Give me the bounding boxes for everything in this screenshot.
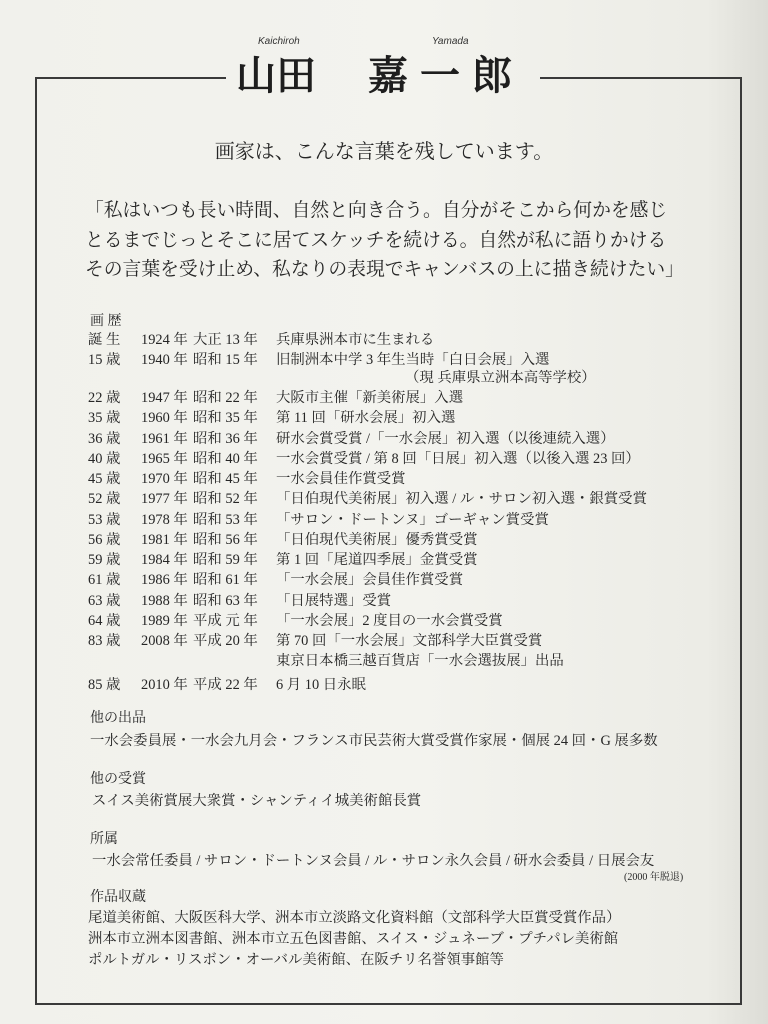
history-row xyxy=(0,409,768,427)
history-age: 36 歳 xyxy=(88,431,121,447)
history-event: 旧制洲本中学 3 年生当時「白日会展」入選 xyxy=(276,352,550,368)
history-year: 1940 年 xyxy=(141,352,188,368)
history-row xyxy=(0,470,768,488)
history-row xyxy=(0,551,768,569)
awards-text: スイス美術賞展大衆賞・シャンティイ城美術館長賞 xyxy=(92,793,422,809)
history-era: 昭和 35 年 xyxy=(193,410,258,426)
history-year: 1986 年 xyxy=(141,572,188,588)
history-age: 45 歳 xyxy=(88,471,121,487)
history-row xyxy=(0,430,768,448)
affiliations-heading: 所属 xyxy=(90,832,118,847)
history-age: 35 歳 xyxy=(88,410,121,426)
history-age: 15 歳 xyxy=(88,352,121,368)
romaji-left: Kaichiroh xyxy=(258,36,300,47)
history-era: 大正 13 年 xyxy=(193,332,258,348)
history-era: 平成 20 年 xyxy=(193,633,258,649)
history-year: 1947 年 xyxy=(141,390,188,406)
history-year: 1984 年 xyxy=(141,552,188,568)
history-year: 1988 年 xyxy=(141,593,188,609)
history-event: 第 11 回「研水会展」初入選 xyxy=(276,410,456,426)
history-age: 61 歳 xyxy=(88,572,121,588)
history-year: 2010 年 xyxy=(141,677,188,693)
history-age: 53 歳 xyxy=(88,512,121,528)
history-year: 1978 年 xyxy=(141,512,188,528)
history-year: 1981 年 xyxy=(141,532,188,548)
history-era: 昭和 45 年 xyxy=(193,471,258,487)
history-era: 昭和 52 年 xyxy=(193,491,258,507)
history-row xyxy=(0,511,768,529)
history-row xyxy=(0,450,768,468)
history-row xyxy=(0,531,768,549)
history-year: 1965 年 xyxy=(141,451,188,467)
romaji-right: Yamada xyxy=(432,36,469,47)
history-age: 56 歳 xyxy=(88,532,121,548)
history-age: 52 歳 xyxy=(88,491,121,507)
history-event: 「日展特選」受賞 xyxy=(276,593,392,609)
history-row xyxy=(0,389,768,407)
history-age: 40 歳 xyxy=(88,451,121,467)
history-event: 第 70 回「一水会展」文部科学大臣賞受賞 xyxy=(276,633,543,649)
history-event: 「一水会展」2 度目の一水会賞受賞 xyxy=(276,613,503,629)
frame-top-right-line xyxy=(540,77,741,79)
history-year: 1977 年 xyxy=(141,491,188,507)
history-era: 昭和 59 年 xyxy=(193,552,258,568)
history-row xyxy=(0,351,768,369)
history-year: 1924 年 xyxy=(141,332,188,348)
history-year: 1961 年 xyxy=(141,431,188,447)
history-era: 昭和 36 年 xyxy=(193,431,258,447)
collections-line: 洲本市立洲本図書館、洲本市立五色図書館、スイス・ジュネーブ・プチパレ美術館 xyxy=(88,931,619,947)
title-family-name: 山田 xyxy=(236,53,316,98)
history-age: 64 歳 xyxy=(88,613,121,629)
history-era: 平成 元 年 xyxy=(193,613,258,629)
affiliations-text: 一水会常任委員 / サロン・ドートンヌ会員 / ル・サロン永久会員 / 研水会委員 / 日展会友 xyxy=(92,853,655,869)
history-era: 昭和 63 年 xyxy=(193,593,258,609)
history-row xyxy=(0,490,768,508)
history-era: 昭和 22 年 xyxy=(193,390,258,406)
history-age: 63 歳 xyxy=(88,593,121,609)
affiliations-note: (2000 年脱退) xyxy=(624,872,684,883)
awards-heading: 他の受賞 xyxy=(90,772,146,787)
collections-line: ポルトガル・リスボン・オーバル美術館、在阪チリ名誉領事館等 xyxy=(88,952,504,968)
history-row xyxy=(0,632,768,650)
history-row-note xyxy=(0,369,768,387)
frame-bottom-line xyxy=(35,1003,742,1005)
history-era: 平成 22 年 xyxy=(193,677,258,693)
history-event: 一水会員佳作賞受賞 xyxy=(276,471,406,487)
history-age: 85 歳 xyxy=(88,677,121,693)
history-era: 昭和 56 年 xyxy=(193,532,258,548)
history-era: 昭和 15 年 xyxy=(193,352,258,368)
history-event: 「日伯現代美術展」初入選 / ル・サロン初入選・銀賞受賞 xyxy=(276,491,647,507)
history-event: 「日伯現代美術展」優秀賞受賞 xyxy=(276,532,478,548)
history-event: 6 月 10 日永眠 xyxy=(276,677,366,693)
history-era: 昭和 61 年 xyxy=(193,572,258,588)
collections-heading: 作品収蔵 xyxy=(90,890,146,905)
history-event: 研水会賞受賞 /「一水会展」初入選（以後連続入選） xyxy=(276,431,615,447)
history-age: 誕 生 xyxy=(88,332,121,348)
history-event: 大阪市主催「新美術展」入選 xyxy=(276,390,464,406)
history-event: 「一水会展」会員佳作賞受賞 xyxy=(276,572,464,588)
history-event: 第 1 回「尾道四季展」金賞受賞 xyxy=(276,552,478,568)
history-year: 1989 年 xyxy=(141,613,188,629)
history-row xyxy=(0,571,768,589)
history-event: 兵庫県洲本市に生まれる xyxy=(276,332,435,348)
history-year: 2008 年 xyxy=(141,633,188,649)
history-row-note xyxy=(0,652,768,670)
history-era: 昭和 40 年 xyxy=(193,451,258,467)
history-row xyxy=(0,612,768,630)
title-given-name: 嘉一郎 xyxy=(368,53,524,98)
history-row xyxy=(0,676,768,694)
history-age: 22 歳 xyxy=(88,390,121,406)
history-year: 1970 年 xyxy=(141,471,188,487)
history-age: 59 歳 xyxy=(88,552,121,568)
exhibitions-heading: 他の出品 xyxy=(90,711,146,726)
quote-line: とるまでじっとそこに居てスケッチを続ける。自然が私に語りかける xyxy=(85,230,667,251)
history-event: 一水会賞受賞 / 第 8 回「日展」初入選（以後入選 23 回） xyxy=(276,451,640,467)
history-age: 83 歳 xyxy=(88,633,121,649)
intro-text: 画家は、こんな言葉を残しています。 xyxy=(214,141,554,163)
history-note: 東京日本橋三越百貨店「一水会選抜展」出品 xyxy=(276,653,564,669)
history-note: （現 兵庫県立洲本高等学校） xyxy=(405,370,596,386)
history-row xyxy=(0,331,768,349)
history-event: 「サロン・ドートンヌ」ゴーギャン賞受賞 xyxy=(276,512,549,528)
quote-line: その言葉を受け止め、私なりの表現でキャンバスの上に描き続けたい」 xyxy=(85,259,684,280)
history-row xyxy=(0,592,768,610)
collections-line: 尾道美術館、大阪医科大学、洲本市立淡路文化資料館（文部科学大臣賞受賞作品） xyxy=(88,910,621,926)
history-era: 昭和 53 年 xyxy=(193,512,258,528)
exhibitions-text: 一水会委員展・一水会九月会・フランス市民芸術大賞受賞作家展・個展 24 回・G 展多数 xyxy=(90,733,658,749)
quote-line: 「私はいつも長い時間、自然と向き合う。自分がそこから何かを感じ xyxy=(85,200,668,221)
history-heading: 画 歴 xyxy=(90,314,122,329)
frame-top-left-line xyxy=(35,77,226,79)
history-year: 1960 年 xyxy=(141,410,188,426)
